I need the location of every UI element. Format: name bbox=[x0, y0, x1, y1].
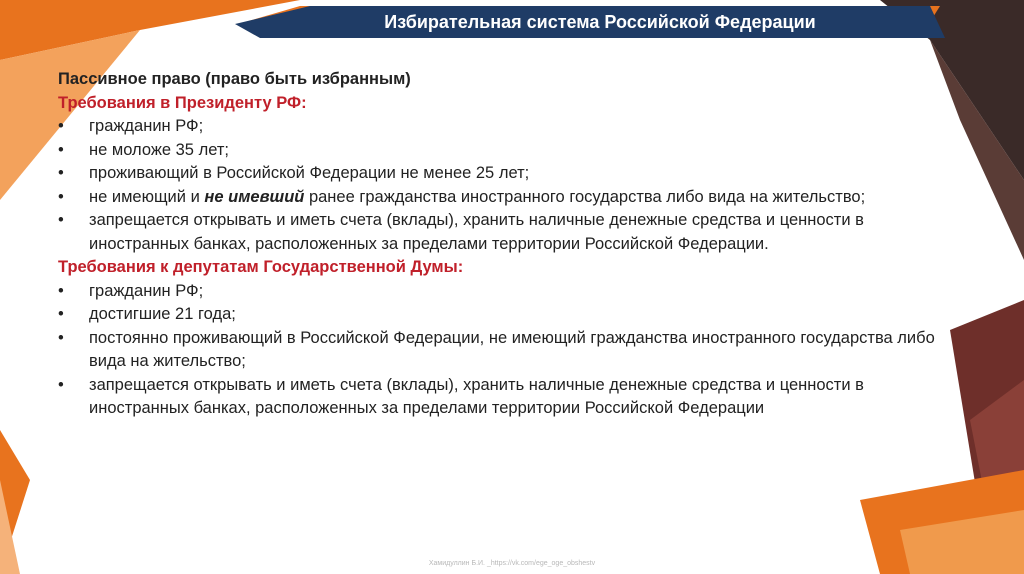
list-item-text: гражданин РФ; bbox=[89, 117, 204, 135]
bullet-glyph: • bbox=[58, 328, 64, 347]
list-item-text: проживающий в Российской Федерации не менее 25 лет; bbox=[89, 164, 530, 182]
president-heading: Требования в Президенту РФ: bbox=[58, 93, 307, 112]
bullet-glyph: • bbox=[58, 164, 64, 182]
bullet-glyph: • bbox=[58, 211, 64, 229]
list-item-text-post: ранее гражданства иностранного государства либо вида на жительство; bbox=[304, 187, 866, 206]
bullet-glyph: • bbox=[58, 281, 64, 300]
list-item bbox=[58, 115, 938, 139]
list-item-text: достигшие 21 года; bbox=[89, 305, 236, 323]
list-item bbox=[58, 327, 938, 374]
page-title: Избирательная система Российской Федерации bbox=[384, 12, 816, 32]
intro-heading: Пассивное право (право быть избранным) bbox=[58, 70, 411, 88]
list-item-text: не моложе 35 лет; bbox=[89, 140, 229, 159]
list-item-text: запрещается открывать и иметь счета (вклады), хранить наличные денежные средства и ценности в иностранных банках, расположенных за пределами территории Российской Федерации. bbox=[89, 211, 864, 253]
list-item bbox=[58, 303, 938, 327]
footer-credit: Хамидуллин Б.И. _https://vk.com/ege_oge_obshestv bbox=[428, 560, 596, 567]
bullet-glyph: • bbox=[58, 117, 64, 135]
bullet-glyph: • bbox=[58, 140, 64, 159]
bullet-glyph: • bbox=[58, 187, 64, 206]
list-item-emphasis: не имевший bbox=[204, 187, 305, 206]
list-item bbox=[58, 139, 938, 163]
list-item-text: гражданин РФ; bbox=[89, 281, 204, 300]
duma-heading: Требования к депутатам Государственной Думы: bbox=[58, 258, 464, 276]
list-item bbox=[58, 186, 938, 210]
list-item bbox=[58, 374, 938, 421]
content-block bbox=[58, 68, 938, 421]
list-item-text: постоянно проживающий в Российской Федерации, не имеющий гражданства иностранного государства либо вида на жительство; bbox=[89, 328, 935, 370]
list-item-text: запрещается открывать и иметь счета (вклады), хранить наличные денежные средства и ценности в иностранных банках, расположенных за пределами территории Российской Федерации bbox=[89, 375, 864, 417]
bullet-glyph: • bbox=[58, 375, 64, 394]
list-item bbox=[58, 280, 938, 304]
bullet-glyph: • bbox=[58, 305, 64, 323]
list-item-text-pre: не имеющий и bbox=[89, 187, 205, 206]
list-item bbox=[58, 209, 938, 256]
list-item bbox=[58, 162, 938, 186]
